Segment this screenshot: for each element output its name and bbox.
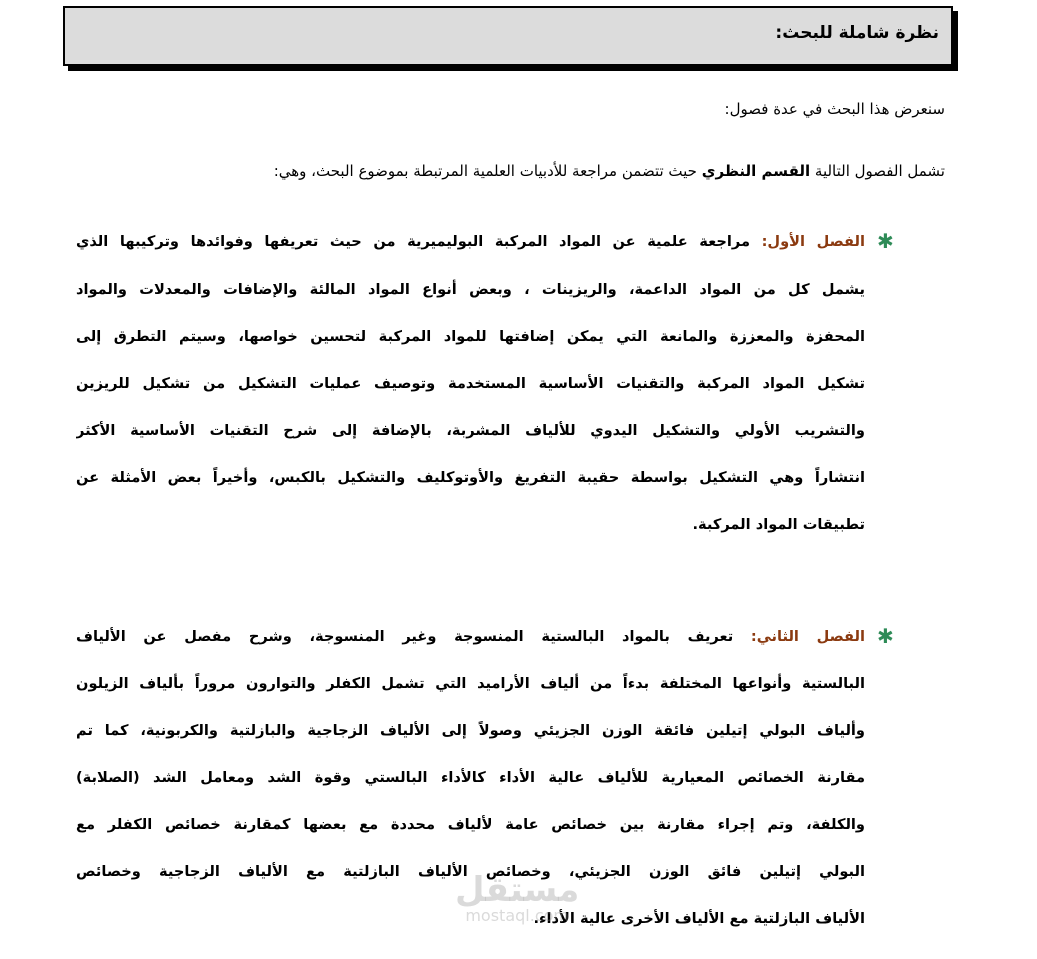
asterisk-icon: ✱ (877, 229, 894, 253)
chapter-1-line: والتشريب الأولي والتشكيل اليدوي للألياف المشربة، بالإضافة إلى شرح التقنيات الأساسية الأكثر (76, 422, 865, 439)
chapter-text: تعريف بالمواد البالستية المنسوجة وغير المنسوجة، وشرح مفصل عن الألياف (76, 628, 734, 645)
chapter-2-label: الفصل الثاني: (750, 628, 865, 645)
chapter-2-line: الألياف البازلتية مع الألياف الأخرى عالية الأداء. (533, 910, 865, 927)
chapter-2-line (76, 624, 865, 650)
watermark-ar: مستقل (455, 870, 580, 910)
chapter-2-line: البالستية وأنواعها المختلفة بدءاً من ألياف الأراميد التي تشمل الكفلر والتوارون مروراً بألياف الزيلون (76, 675, 865, 692)
chapter-1-label: الفصل الأول: (761, 233, 865, 250)
chapter-1-line: تطبيقات المواد المركبة. (692, 516, 865, 533)
section-heading-box (63, 6, 953, 66)
chapter-1-line: انتشاراً وهي التشكيل بواسطة حقيبة التفريغ والأوتوكليف والتشكيل بالكبس، وأخيراً بعض الأمثلة عن (76, 469, 865, 486)
section-heading: نظرة شاملة للبحث: (775, 23, 939, 43)
chapter-text: مراجعة علمية عن المواد المركبة البوليميرية من حيث تعريفها وفوائدها وتركيبها الذي (76, 233, 751, 250)
chapter-1-line: تشكيل المواد المركبة والتقنيات الأساسية المستخدمة وتوصيف عمليات التشكيل من تشكيل للريزين (76, 375, 865, 392)
chapter-1-line: يشمل كل من المواد الداعمة، والريزينات ، وبعض أنواع المواد المالئة والإضافات والمعدلات والمواد (76, 281, 865, 298)
watermark-en: mostaql.com (465, 906, 569, 925)
theory-after: حيث تتضمن مراجعة للأدبيات العلمية المرتبطة بموضوع البحث، وهي: (273, 162, 702, 180)
chapter-2-line: البولي إتيلين فائق الوزن الجزيئي، وخصائص الألياف البازلتية مع الألياف الزجاجية وخصائص (76, 863, 865, 880)
asterisk-icon: ✱ (877, 624, 894, 648)
chapter-1-line: المحفزة والمعززة والمانعة التي يمكن إضافتها للمواد المركبة لتحسين خواصها، وسيتم التطرق إلى (76, 328, 865, 345)
chapter-2-line: وألياف البولي إتيلين فائقة الوزن الجزيئي وصولاً إلى الألياف الزجاجية والبازلتية والكربونية، كما تم (76, 722, 865, 739)
theory-before: تشمل الفصول التالية (810, 162, 945, 180)
theory-text (274, 162, 945, 180)
chapter-1-line (76, 229, 865, 255)
chapter-2-line: والكلفة، وتم إجراء مقارنة بين خصائص عامة لألياف محددة مع بعضها كمقارنة خصائص الكفلر مع (76, 816, 865, 833)
chapter-2-line: مقارنة الخصائص المعيارية للألياف عالية الأداء كالأداء البالستي وقوة الشد ومعامل الشد (الصلابة) (76, 769, 865, 786)
intro-text: سنعرض هذا البحث في عدة فصول: (724, 100, 945, 118)
theory-bold: القسم النظري (701, 162, 811, 180)
